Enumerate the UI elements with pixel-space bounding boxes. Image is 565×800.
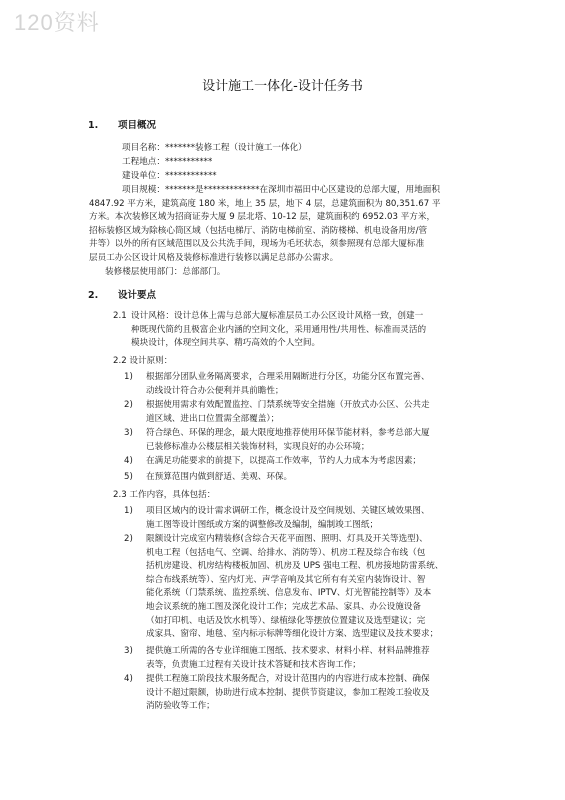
- text-line: 限额设计完成室内精装修(含综合天花平面图、照明、灯具及开关等选型)、: [146, 534, 428, 544]
- text-line: 根据部分团队业务隔离要求，合理采用隔断进行分区，功能分区布置完善、: [146, 372, 430, 382]
- text-line: 项目区域内的设计需求调研工作，概念设计及空间规划、关键区域效果图、: [146, 506, 430, 516]
- design-style-paragraph: [131, 310, 426, 351]
- list-number: 2): [124, 534, 133, 544]
- text-line: 已装修标准办公楼层相关装饰材料，实现良好的办公环境；: [146, 441, 370, 452]
- section-number: 2.: [88, 290, 99, 301]
- section-heading-overview: [88, 119, 156, 133]
- text-line: 符合绿色、环保的理念，最大限度地推荐使用环保节能材料，参考总部大厦: [146, 428, 430, 438]
- list-number: 3): [124, 428, 133, 438]
- text-line: 根据使用需求有效配置监控、门禁系统等安全措施（开放式办公区、公共走: [146, 400, 430, 410]
- text-line: 消防验收等工作；: [146, 701, 215, 712]
- text-line: 种既现代简约且极富企业内涵的空间文化，采用通用性/共用性、标准而灵活的: [131, 324, 427, 335]
- section-title: 项目概况: [118, 120, 157, 131]
- list-number: 1): [124, 372, 133, 382]
- text-line: 动线设计符合办公便利并具前瞻性；: [146, 385, 284, 396]
- text-line: 综合布线系统等）、室内灯光、声学音响及其它所有有关室内装饰设计、智: [146, 574, 426, 585]
- text-line: 方米。本次装修区域为招商证券大厦 9 层北塔、10-12 层，建筑面积约 6952.03 平方米，: [89, 212, 436, 223]
- project-location: 工程地点：***********: [122, 157, 213, 167]
- section-heading-design: [88, 289, 156, 303]
- text-line: 表等，负责施工过程有关设计技术答疑和技术咨询工作；: [146, 659, 361, 670]
- using-department: 装修楼层使用部门：总部部门。: [105, 267, 226, 277]
- text-line: 井等）以外的所有区域范围以及公共洗手间，现场为毛坯状态，须参照现有总部大厦标准: [89, 239, 425, 250]
- list-number: 2): [124, 400, 133, 410]
- text-line: 机电工程（包括电气、空调、给排水、消防等）、机房工程及综合布线（包: [146, 547, 426, 558]
- list-number: 4): [124, 456, 133, 466]
- text-line: 4847.92 平方米，建筑高度 180 米，地上 35 层，地下 4 层，总建筑面积为 80,351.67 平: [89, 198, 441, 209]
- watermark: 120资料: [14, 10, 100, 35]
- text-line: 层员工办公区设计风格及装修标准进行装修以满足总部办公需求。: [89, 252, 339, 263]
- text-line: 设计不超过限额，协助进行成本控制、提供节资建议，参加工程竣工验收及: [146, 687, 430, 698]
- text-line: 括机房建设、机房结构楼板加固、机房及 UPS 强电工程、机房接地防雷系统、: [146, 561, 444, 572]
- list-number: 3): [124, 646, 133, 656]
- section-number: 1.: [88, 120, 99, 131]
- text-line: （如打印机、电话及饮水机等）、绿植绿化等摆放位置建议及选型建议；完: [146, 615, 426, 626]
- project-scale-paragraph: [89, 184, 441, 266]
- text-line: 模块设计，体现空间共享、精巧高效的个人空间。: [131, 338, 321, 349]
- text-line: 提供工程施工阶段技术服务配合，对设计范围内的内容进行成本控制、确保: [146, 674, 430, 684]
- text-line: 提供施工所需的各专业详细施工图纸、技术要求、材料小样、材料品牌推荐: [146, 646, 430, 656]
- list-number: 5): [124, 472, 133, 482]
- text-line: 在满足功能要求的前提下，以提高工作效率，节约人力成本为考虑因素；: [146, 456, 422, 466]
- text-line: 能化系统（门禁系统、监控系统、信息发布、IPTV、灯光智能控制等）及本: [146, 588, 432, 599]
- text-line: 施工图等设计图纸或方案的调整修改及编制，编制竣工图纸；: [146, 519, 379, 530]
- text-line: 项目规模：*******是*************在深圳市福田中心区建设的总部大厦，用地面积: [122, 185, 440, 195]
- text-line: 地会议系统的施工图及深化设计工作；完成艺术品、家具、办公设施设备: [146, 601, 422, 612]
- text-line: 设计风格：设计总体上需与总部大厦标准层员工办公区设计风格一致，创建一: [131, 311, 424, 321]
- project-name: 项目名称：*******装修工程（设计施工一体化）: [122, 143, 307, 153]
- list-number: 1): [124, 506, 133, 516]
- text-line: 成家具、窗帘、地毯、室内标示标牌等细化设计方案、选型建议及技术要求；: [146, 629, 439, 640]
- list-number: 4): [124, 674, 133, 684]
- text-line: 招标装修区域为除核心筒区域（包括电梯厅、消防电梯前室、消防楼梯、机电设备用房/管: [89, 225, 428, 236]
- subsection-number: 2.1: [113, 311, 127, 321]
- subsection-work-content: 2.3 工作内容，具体包括：: [113, 490, 216, 500]
- project-builder: 建设单位：************: [122, 171, 217, 181]
- document-title: 设计施工一体化-设计任务书: [202, 79, 363, 94]
- text-line: 在预算范围内做到舒适、美观、环保。: [146, 472, 293, 482]
- subsection-principles: 2.2 设计原则：: [113, 356, 173, 366]
- text-line: 道区域、进出口位置需全部覆盖）；: [146, 413, 280, 424]
- section-title: 设计要点: [118, 290, 157, 301]
